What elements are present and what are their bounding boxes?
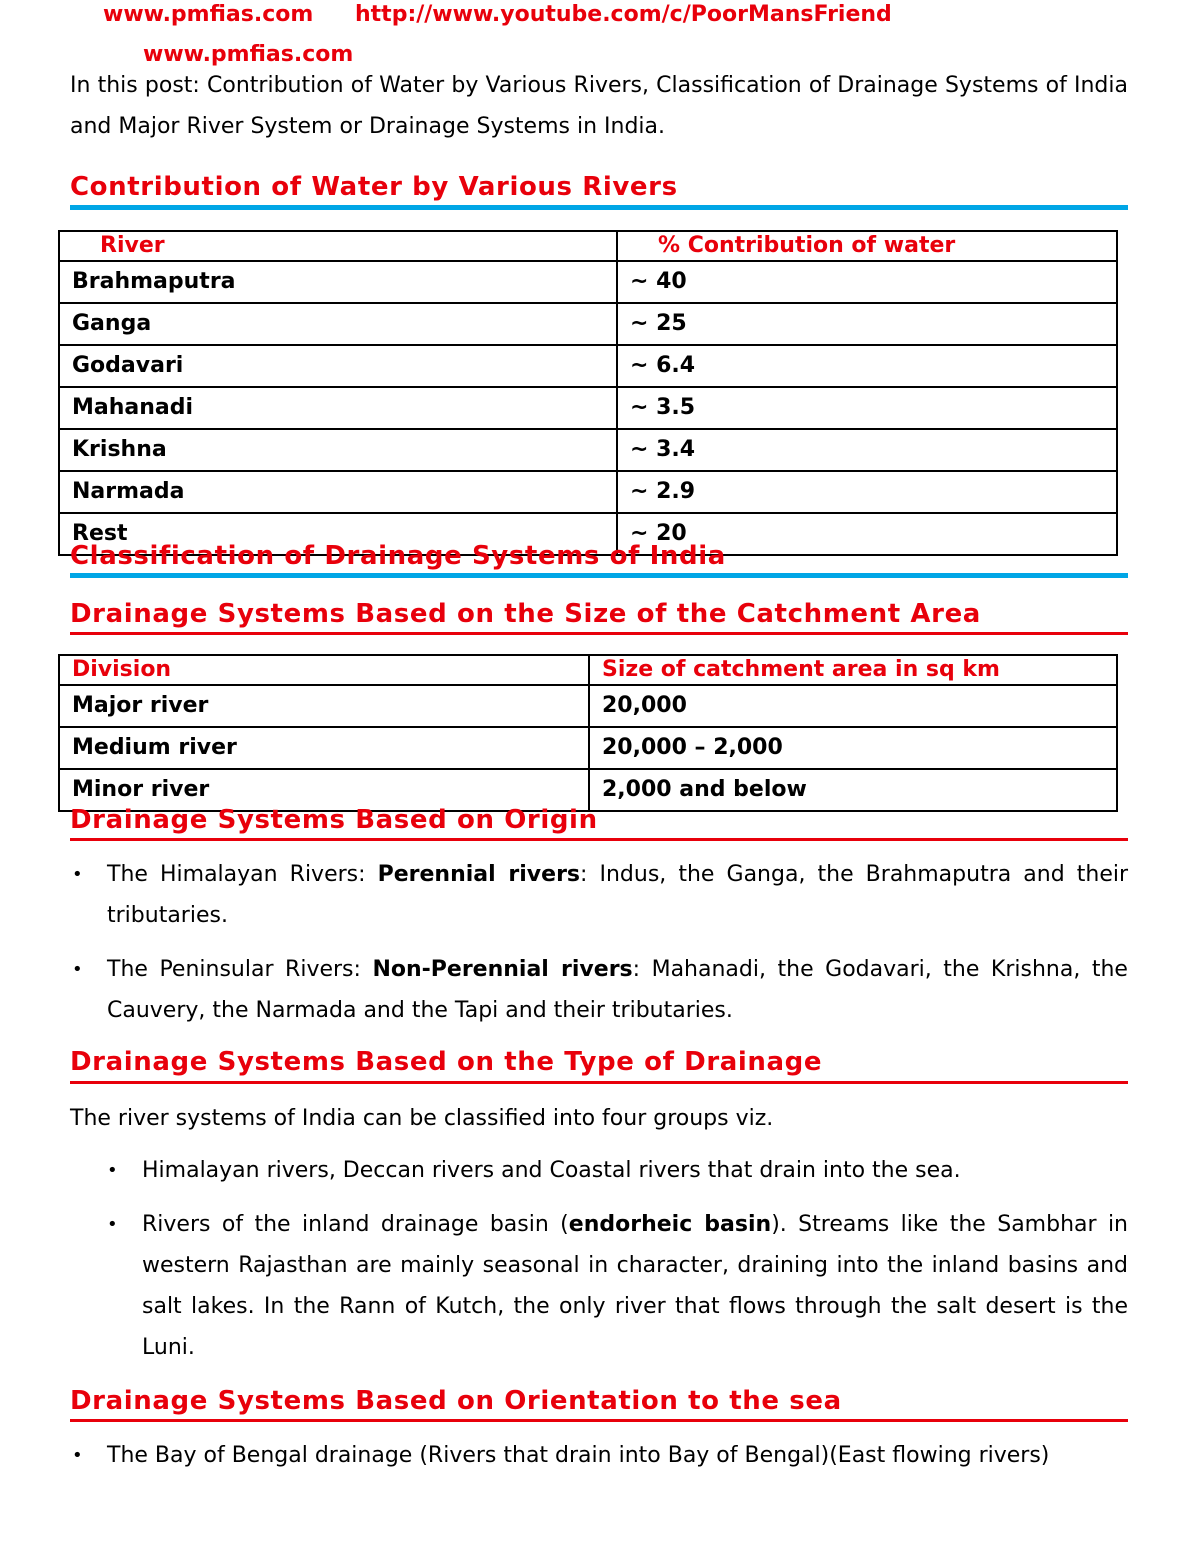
bullet-icon: • [72, 864, 83, 885]
table-cell: ~ 20 [617, 513, 1117, 555]
section-heading-catchment: Drainage Systems Based on the Size of the Catchment Area [70, 599, 981, 629]
table-row [59, 387, 1117, 429]
heading-underline [70, 1419, 1128, 1422]
youtube-link[interactable]: http://www.youtube.com/c/PoorMansFriend [355, 2, 892, 27]
heading-underline [70, 205, 1128, 210]
list-item-text: The Bay of Bengal drainage (Rivers that drain into Bay of Bengal)(East flowing rivers) [107, 1443, 1050, 1468]
section-heading-contribution: Contribution of Water by Various Rivers [70, 172, 678, 202]
table-cell: Krishna [59, 429, 617, 471]
bold-term: Non-Perennial rivers [372, 957, 633, 982]
table-row [59, 429, 1117, 471]
list-item-text: Himalayan rivers, Deccan rivers and Coastal rivers that drain into the sea. [142, 1158, 961, 1183]
table-cell: 2,000 and below [589, 769, 1117, 811]
table-header-cell: Division [59, 655, 589, 685]
list-item [72, 1435, 1128, 1476]
table-cell: Brahmaputra [59, 261, 617, 303]
table-cell: Medium river [59, 727, 589, 769]
table-row [59, 261, 1117, 303]
bullet-icon: • [107, 1214, 118, 1235]
table-header-cell: River [59, 231, 617, 261]
heading-underline [70, 838, 1128, 841]
list-item [107, 1150, 1128, 1191]
intro-paragraph: In this post: Contribution of Water by Various Rivers, Classification of Drainage Systems of India and Major River System or Drainage Systems in India. [70, 73, 1128, 139]
table-header-row [59, 231, 1117, 261]
table-cell: Godavari [59, 345, 617, 387]
table-cell: 20,000 [589, 685, 1117, 727]
table-cell: ~ 40 [617, 261, 1117, 303]
heading-underline [70, 632, 1128, 635]
bullet-icon: • [72, 959, 83, 980]
list-item [107, 1204, 1128, 1368]
table-cell: ~ 3.5 [617, 387, 1117, 429]
orientation-bullet-list [72, 1435, 1128, 1476]
section-heading-drainage-type: Drainage Systems Based on the Type of Drainage [70, 1047, 823, 1077]
table-cell: 20,000 – 2,000 [589, 727, 1117, 769]
heading-underline [70, 573, 1128, 578]
list-item-text: ). Streams like the Sambhar in western Rajasthan are mainly seasonal in character, draining into the inland basins and salt lakes. In the Rann of Kutch, the only river that flows through the salt desert is the Luni. [142, 1212, 1128, 1360]
table-header-cell: % Contribution of water [617, 231, 1117, 261]
table-cell: Narmada [59, 471, 617, 513]
table-row [59, 471, 1117, 513]
site-link[interactable]: www.pmfias.com [103, 2, 314, 27]
drainage-type-bullet-list [107, 1150, 1128, 1368]
table-header-cell: Size of catchment area in sq km [589, 655, 1117, 685]
drainage-type-intro: The river systems of India can be classified into four groups viz. [70, 1106, 774, 1131]
table-cell: Minor river [59, 769, 589, 811]
table-row [59, 345, 1117, 387]
table-cell: ~ 2.9 [617, 471, 1117, 513]
origin-bullet-list [72, 854, 1129, 1031]
table-cell: ~ 3.4 [617, 429, 1117, 471]
table-row [59, 685, 1117, 727]
list-item-text: Rivers of the inland drainage basin ( [142, 1212, 569, 1237]
water-contribution-table [58, 230, 1118, 556]
bold-term: endorheic basin [568, 1212, 772, 1237]
section-heading-classification: Classification of Drainage Systems of India [70, 541, 726, 571]
bullet-icon: • [107, 1160, 118, 1181]
list-item [72, 949, 1128, 1031]
table-row [59, 303, 1117, 345]
list-item-text: The Peninsular Rivers: [107, 957, 373, 982]
bold-term: Perennial rivers [377, 862, 581, 887]
section-heading-origin: Drainage Systems Based on Origin [70, 805, 598, 835]
list-item [72, 854, 1129, 936]
table-cell: Ganga [59, 303, 617, 345]
list-item-text: : Indus, the Ganga, the Brahmaputra and their tributaries. [107, 862, 1129, 928]
table-row [59, 727, 1117, 769]
table-cell: ~ 25 [617, 303, 1117, 345]
section-heading-orientation: Drainage Systems Based on Orientation to the sea [70, 1386, 842, 1416]
table-cell: ~ 6.4 [617, 345, 1117, 387]
table-cell: Major river [59, 685, 589, 727]
list-item-text: The Himalayan Rivers: [107, 862, 378, 887]
list-item-text: : Mahanadi, the Godavari, the Krishna, the Cauvery, the Narmada and the Tapi and their tributaries. [107, 957, 1128, 1023]
table-header-row [59, 655, 1117, 685]
heading-underline [70, 1081, 1128, 1084]
bullet-icon: • [72, 1445, 83, 1466]
table-cell: Mahanadi [59, 387, 617, 429]
table-cell: Rest [59, 513, 617, 555]
site-link-2[interactable]: www.pmfias.com [143, 42, 354, 67]
catchment-area-table [58, 654, 1118, 812]
